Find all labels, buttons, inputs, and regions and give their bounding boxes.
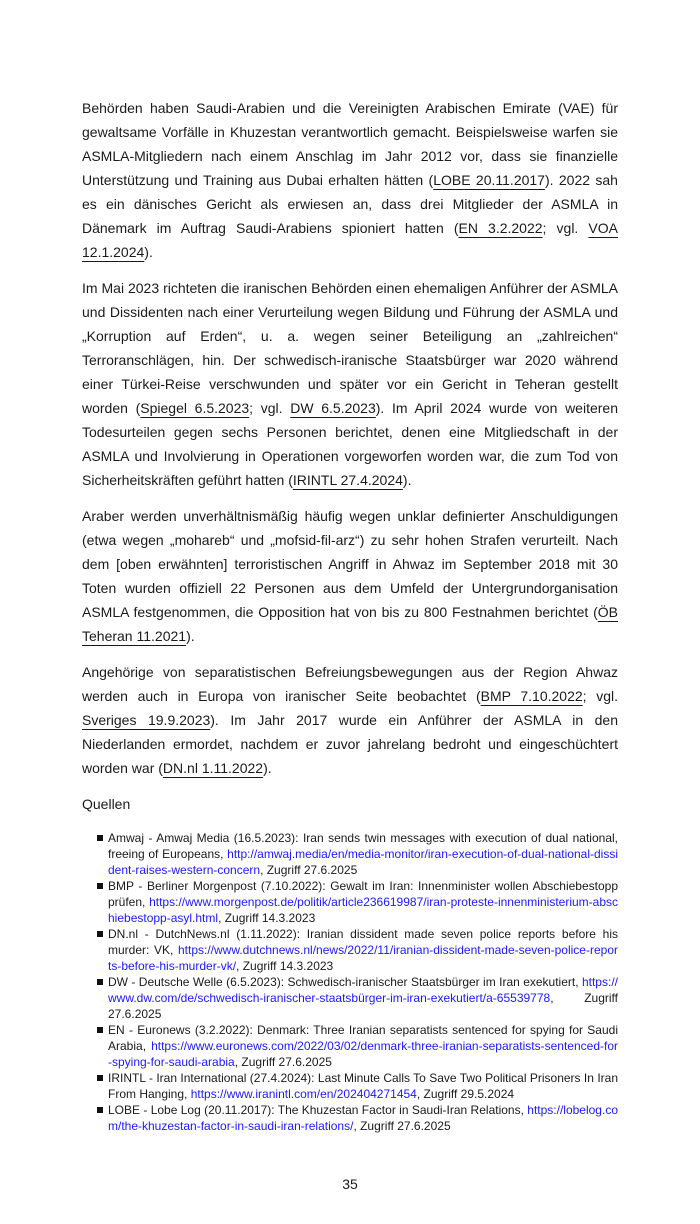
source-url-link[interactable]: http://amwaj.media/en/media-monitor/iran-execution-of-dual-national-dissident-raises-western-concern — [108, 847, 618, 877]
citation-link[interactable]: Sveriges 19.9.2023 — [82, 712, 211, 728]
paragraph — [82, 504, 618, 648]
source-url-link[interactable]: https://www.dutchnews.nl/news/2022/11/iranian-dissident-made-seven-police-reports-before-his-murder-vk/ — [108, 943, 618, 973]
source-access-date: , Zugriff 29.5.2024 — [416, 1087, 515, 1101]
source-url-link[interactable]: https://www.euronews.com/2022/03/02/denmark-three-iranian-separatists-sentenced-for-spying-for-saudi-arabia — [108, 1039, 618, 1069]
citation-link[interactable]: DN.nl 1.11.2022 — [162, 760, 264, 776]
source-item — [108, 1070, 618, 1102]
sources-heading: Quellen — [82, 796, 131, 812]
source-item — [108, 974, 618, 1022]
paragraph-text: ; vgl. — [249, 400, 291, 416]
paragraph — [82, 276, 618, 492]
source-access-date: , Zugriff 27.6.2025 — [353, 1119, 451, 1133]
source-text: DW - Deutsche Welle (6.5.2023): Schwedisch-iranischer Staatsbürger im Iran exekutiert, — [108, 975, 582, 989]
source-item — [108, 878, 618, 926]
source-item — [108, 1022, 618, 1070]
source-text: IRINTL - Iran International (27.4.2024): Last Minute Calls To Save Two Political Prisoners In Iran From Hanging, — [108, 1071, 618, 1101]
source-text: DN.nl - DutchNews.nl (1.11.2022): Iranian dissident made seven police reports before his murder: VK, — [108, 927, 618, 957]
source-url-link[interactable]: https://www.iranintl.com/en/202404271454 — [190, 1087, 417, 1101]
paragraph-text: Im Mai 2023 richteten die iranischen Behörden einen ehemaligen Anführer der ASMLA und Dissidenten nach einer Verurteilung wegen Bildung und Führung der ASMLA und „Korruption auf Erden“, u. a. wegen seiner Beteiligung an „zahlreichen“ Terroranschlägen, hin. Der schwedisch-iranische Staatsbürger war 2020 während einer Türkei-Reise verschwunden und später vor ein Gericht in Teheran gestellt worden ( — [82, 280, 618, 416]
paragraph-text: ). — [186, 628, 195, 644]
paragraph-text: ). 2022 sah es ein dänisches Gericht als erwiesen an, dass drei Mitglieder der ASMLA in Dänemark im Auftrag Saudi-Arabiens spioniert hatten ( — [82, 172, 618, 236]
page-content — [82, 0, 618, 1134]
paragraph — [82, 96, 618, 264]
citation-link[interactable]: IRINTL 27.4.2024 — [292, 472, 403, 488]
paragraph-text: ). — [263, 760, 272, 776]
paragraph-text: ). — [402, 472, 412, 488]
source-access-date: , Zugriff 14.3.2023 — [218, 911, 316, 925]
source-item — [108, 926, 618, 974]
paragraph-text: ; vgl. — [542, 220, 589, 236]
citation-link[interactable]: VOA 12.1.2024 — [82, 220, 618, 260]
source-url-link[interactable]: https://www.dw.com/de/schwedisch-iranischer-staatsbürger-im-iran-exekutiert/a-65539778 — [108, 975, 618, 1005]
paragraph-text: ; vgl. — [582, 688, 618, 704]
page-number: 35 — [342, 1176, 358, 1192]
citation-link[interactable]: BMP 7.10.2022 — [480, 688, 583, 704]
paragraph-text: ). — [144, 244, 153, 260]
source-url-link[interactable]: https://lobelog.com/the-khuzestan-factor-in-saudi-iran-relations/ — [108, 1103, 618, 1133]
source-url-link[interactable]: https://www.morgenpost.de/politik/article236619987/iran-proteste-innenministerium-abschiebestopp-asyl.html — [108, 895, 618, 925]
source-access-date: , Zugriff 27.6.2025 — [108, 991, 618, 1021]
paragraph-text: ). Im April 2024 wurde von weiteren Todesurteilen gegen sechs Personen berichtet, denen eine Mitgliedschaft in der ASMLA und Involvierung in Operationen vorgeworfen worden war, die zum Tod von Sicherheitskräften geführt hatten ( — [82, 400, 618, 488]
citation-link[interactable]: EN 3.2.2022 — [458, 220, 543, 236]
citation-link[interactable]: Spiegel 6.5.2023 — [140, 400, 250, 416]
body-text — [82, 96, 618, 780]
citation-link[interactable]: DW 6.5.2023 — [290, 400, 376, 416]
citation-link[interactable]: LOBE 20.11.2017 — [433, 172, 545, 188]
paragraph — [82, 660, 618, 780]
source-text: Amwaj - Amwaj Media (16.5.2023): Iran sends twin messages with execution of dual national, freeing of Europeans, — [108, 831, 618, 861]
paragraph-text: Behörden haben Saudi-Arabien und die Vereinigten Arabischen Emirate (VAE) für gewaltsame Vorfälle in Khuzestan verantwortlich gemacht. Beispielsweise warfen sie ASMLA-Mitgliedern nach einem Anschlag im Jahr 2012 vor, dass sie finanzielle Unterstützung und Training aus Dubai erhalten hätten ( — [82, 100, 618, 188]
source-access-date: , Zugriff 27.6.2025 — [260, 863, 358, 877]
source-item — [108, 830, 618, 878]
source-access-date: , Zugriff 27.6.2025 — [234, 1055, 332, 1069]
source-item — [108, 1102, 618, 1134]
citation-link[interactable]: ÖB Teheran 11.2021 — [82, 604, 618, 644]
paragraph-text: Angehörige von separatistischen Befreiungsbewegungen aus der Region Ahwaz werden auch in Europa von iranischer Seite beobachtet ( — [82, 664, 618, 704]
source-access-date: , Zugriff 14.3.2023 — [236, 959, 334, 973]
paragraph-text: ). Im Jahr 2017 wurde ein Anführer der ASMLA in den Niederlanden ermordet, nachdem er zuvor jahrelang bedroht und eingeschüchtert worden war ( — [82, 712, 618, 776]
paragraph-text: Araber werden unverhältnismäßig häufig wegen unklar definierter Anschuldigungen (etwa wegen „mohareb“ und „mofsid-fil-arz“) zu sehr hohen Strafen verurteilt. Nach dem [oben erwähnten] terroristischen Angriff in Ahwaz im September 2018 mit 30 Toten wurden offiziell 22 Personen aus dem Umfeld der Untergrundorganisation ASMLA festgenommen, die Opposition hat von bis zu 800 Festnahmen berichtet ( — [82, 508, 618, 620]
source-text: BMP - Berliner Morgenpost (7.10.2022): Gewalt im Iran: Innenminister wollen Abschiebestopp prüfen, — [108, 879, 618, 909]
sources-list — [82, 830, 618, 1134]
source-text: LOBE - Lobe Log (20.11.2017): The Khuzestan Factor in Saudi-Iran Relations, — [108, 1103, 528, 1117]
source-text: EN - Euronews (3.2.2022): Denmark: Three Iranian separatists sentenced for spying for Saudi Arabia, — [108, 1023, 618, 1053]
